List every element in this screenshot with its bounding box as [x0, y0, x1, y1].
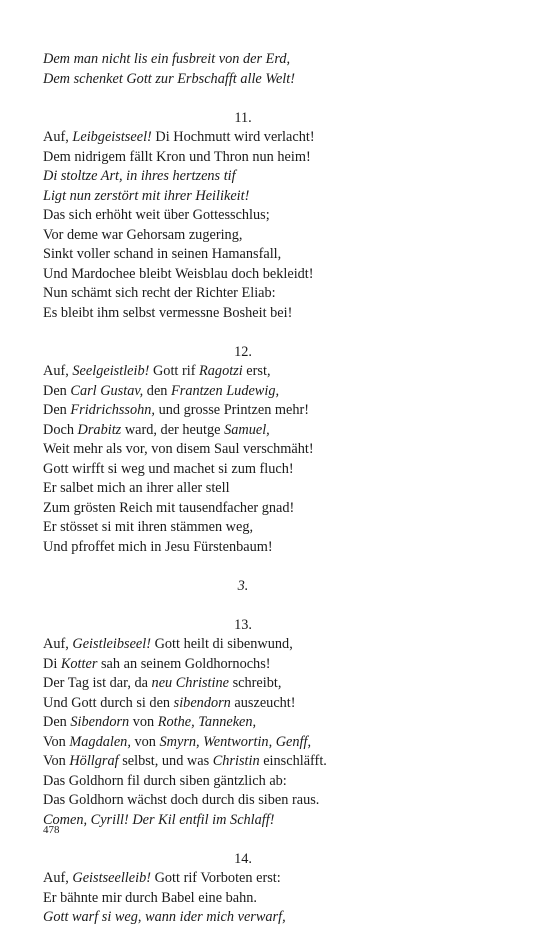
text-span: Das Goldhorn wächst doch durch dis siben raus.	[43, 792, 320, 808]
text-span: einschläfft.	[259, 753, 327, 769]
stanza-number: 14.	[234, 850, 252, 867]
italic-text: Carl Gustav,	[70, 382, 144, 399]
italic-text: Samuel,	[224, 421, 270, 438]
italic-text: neu Christine	[151, 675, 229, 691]
text-span: Es bleibt ihm selbst vermessne Bosheit bei!	[43, 304, 293, 321]
italic-text: Dem schenket Gott zur Erbschafft alle Welt!	[43, 70, 296, 87]
italic-text: Geistleibseel!	[72, 636, 151, 652]
text-span: Er stösset si mit ihren stämmen weg,	[43, 519, 254, 535]
text-span: von	[129, 714, 158, 730]
verse-line	[43, 479, 503, 499]
italic-text: Frantzen Ludewig,	[171, 382, 280, 399]
verse-line	[43, 50, 503, 70]
text-span: den	[143, 382, 172, 399]
verse-line	[43, 70, 503, 90]
text-span: Dem nidrigem fällt Kron und Thron nun heim!	[43, 148, 311, 165]
text-span: Von	[43, 733, 70, 750]
verse-line	[43, 655, 503, 675]
poem-text-block	[43, 50, 503, 928]
verse-line	[43, 382, 503, 402]
text-span: Und Gott durch si den	[43, 694, 174, 711]
text-span: schreibt,	[229, 675, 282, 691]
italic-text: Leibgeistseel!	[72, 129, 152, 145]
verse-line	[43, 733, 503, 753]
text-span: erst,	[242, 363, 271, 379]
verse-line	[43, 362, 503, 382]
text-span: Gott rif	[149, 363, 200, 379]
text-span: Doch	[43, 421, 78, 438]
italic-text: Geistseelleib!	[72, 870, 151, 886]
verse-line	[43, 674, 503, 694]
text-span: Sinkt voller schand in seinen Hamansfall,	[43, 246, 282, 262]
verse-line	[43, 499, 503, 519]
verse-line	[43, 148, 503, 168]
text-span: Gott rif Vorboten erst:	[151, 870, 281, 886]
verse-line	[43, 401, 503, 421]
text-span: Das sich erhöht weit über Gottesschlus;	[43, 207, 270, 223]
stanza-number: 13.	[234, 616, 252, 633]
verse-line	[43, 226, 503, 246]
italic-text: Höllgraf	[69, 753, 119, 769]
text-span: Er salbet mich an ihrer aller stell	[43, 480, 230, 496]
verse-line	[43, 518, 503, 538]
text-span: Den	[43, 382, 71, 399]
italic-text: Di stoltze Art, in ihres hertzens tif	[43, 168, 236, 184]
verse-line	[43, 811, 503, 831]
italic-text: Dem man nicht lis ein fusbreit von der Erd,	[43, 51, 291, 67]
stanza-gap	[43, 323, 503, 343]
verse-line	[43, 187, 503, 207]
text-span: Auf,	[43, 363, 73, 379]
italic-text: Gott warf si weg, wann ider mich verwarf,	[43, 909, 286, 925]
text-span: ward, der heutge	[121, 421, 225, 438]
italic-text: Ragotzi	[199, 363, 243, 379]
italic-text: Christin	[212, 753, 260, 769]
page-number: 478	[43, 824, 60, 836]
stanza-gap	[43, 89, 503, 109]
verse-line	[43, 128, 503, 148]
italic-text: Kotter	[60, 655, 98, 672]
italic-text: Ligt nun zerstört mit ihrer Heilikeit!	[43, 187, 250, 204]
text-span: und grosse Printzen mehr!	[155, 402, 310, 418]
text-span: Nun schämt sich recht der Richter Eliab:	[43, 285, 276, 301]
text-span: Den	[43, 402, 71, 418]
verse-line	[43, 694, 503, 714]
text-span: Von	[43, 753, 70, 769]
text-span: Auf,	[43, 870, 73, 886]
text-span: Di	[43, 655, 61, 672]
text-span: Zum grösten Reich mit tausendfacher gnad!	[43, 499, 295, 516]
italic-text: Sibendorn	[70, 714, 130, 730]
verse-line	[43, 772, 503, 792]
verse-line	[43, 440, 503, 460]
italic-text: Seelgeistleib!	[72, 363, 150, 379]
stanza-number: 12.	[234, 343, 252, 360]
text-span: Er bähnte mir durch Babel eine bahn.	[43, 889, 257, 906]
verse-line	[43, 460, 503, 480]
verse-line	[43, 304, 503, 324]
verse-line	[43, 265, 503, 285]
italic-text: Smyrn, Wentwortin, Genff,	[159, 733, 312, 750]
verse-line	[43, 538, 503, 558]
stanza-gap	[43, 830, 503, 850]
verse-line	[43, 284, 503, 304]
text-span: sah an seinem Goldhornochs!	[97, 655, 271, 672]
text-span: Der Tag ist dar, da	[43, 675, 152, 691]
text-span: Das Goldhorn fil durch siben gäntzlich ab:	[43, 772, 287, 789]
text-span: Den	[43, 714, 71, 730]
italic-text: Drabitz	[77, 421, 122, 438]
italic-text: Rothe, Tanneken,	[157, 714, 257, 730]
verse-line	[43, 206, 503, 226]
text-span: Di Hochmutt wird verlacht!	[151, 129, 315, 145]
text-span: Auf,	[43, 129, 73, 145]
text-span: Gott wirfft si weg und machet si zum fluch!	[43, 460, 294, 477]
verse-line	[43, 791, 503, 811]
verse-line	[43, 752, 503, 772]
stanza-number: 11.	[234, 109, 252, 126]
verse-line	[43, 889, 503, 909]
section-number: 3.	[237, 577, 249, 594]
verse-line	[43, 635, 503, 655]
text-span: Und Mardochee bleibt Weisblau doch bekleidt!	[43, 265, 314, 282]
verse-line	[43, 713, 503, 733]
text-span: auszeucht!	[230, 694, 296, 711]
text-span: Gott heilt di sibenwund,	[151, 636, 293, 652]
text-span: Und pfroffet mich in Jesu Fürstenbaum!	[43, 538, 273, 555]
text-span: von	[130, 733, 160, 750]
verse-line	[43, 167, 503, 187]
italic-text: Magdalen,	[69, 733, 131, 750]
text-span: Weit mehr als vor, von disem Saul verschmäht!	[43, 441, 314, 457]
verse-line	[43, 421, 503, 441]
stanza-gap	[43, 596, 503, 616]
verse-line	[43, 908, 503, 928]
text-span: selbst, und was	[118, 753, 213, 769]
stanza-gap	[43, 557, 503, 577]
italic-text: sibendorn	[173, 694, 231, 711]
text-span: Auf,	[43, 636, 73, 652]
italic-text: Fridrichssohn,	[70, 402, 156, 418]
italic-text: Comen, Cyrill! Der Kil entfil im Schlaff!	[43, 811, 275, 828]
verse-line	[43, 869, 503, 889]
verse-line	[43, 245, 503, 265]
text-span: Vor deme war Gehorsam zugering,	[43, 226, 243, 243]
